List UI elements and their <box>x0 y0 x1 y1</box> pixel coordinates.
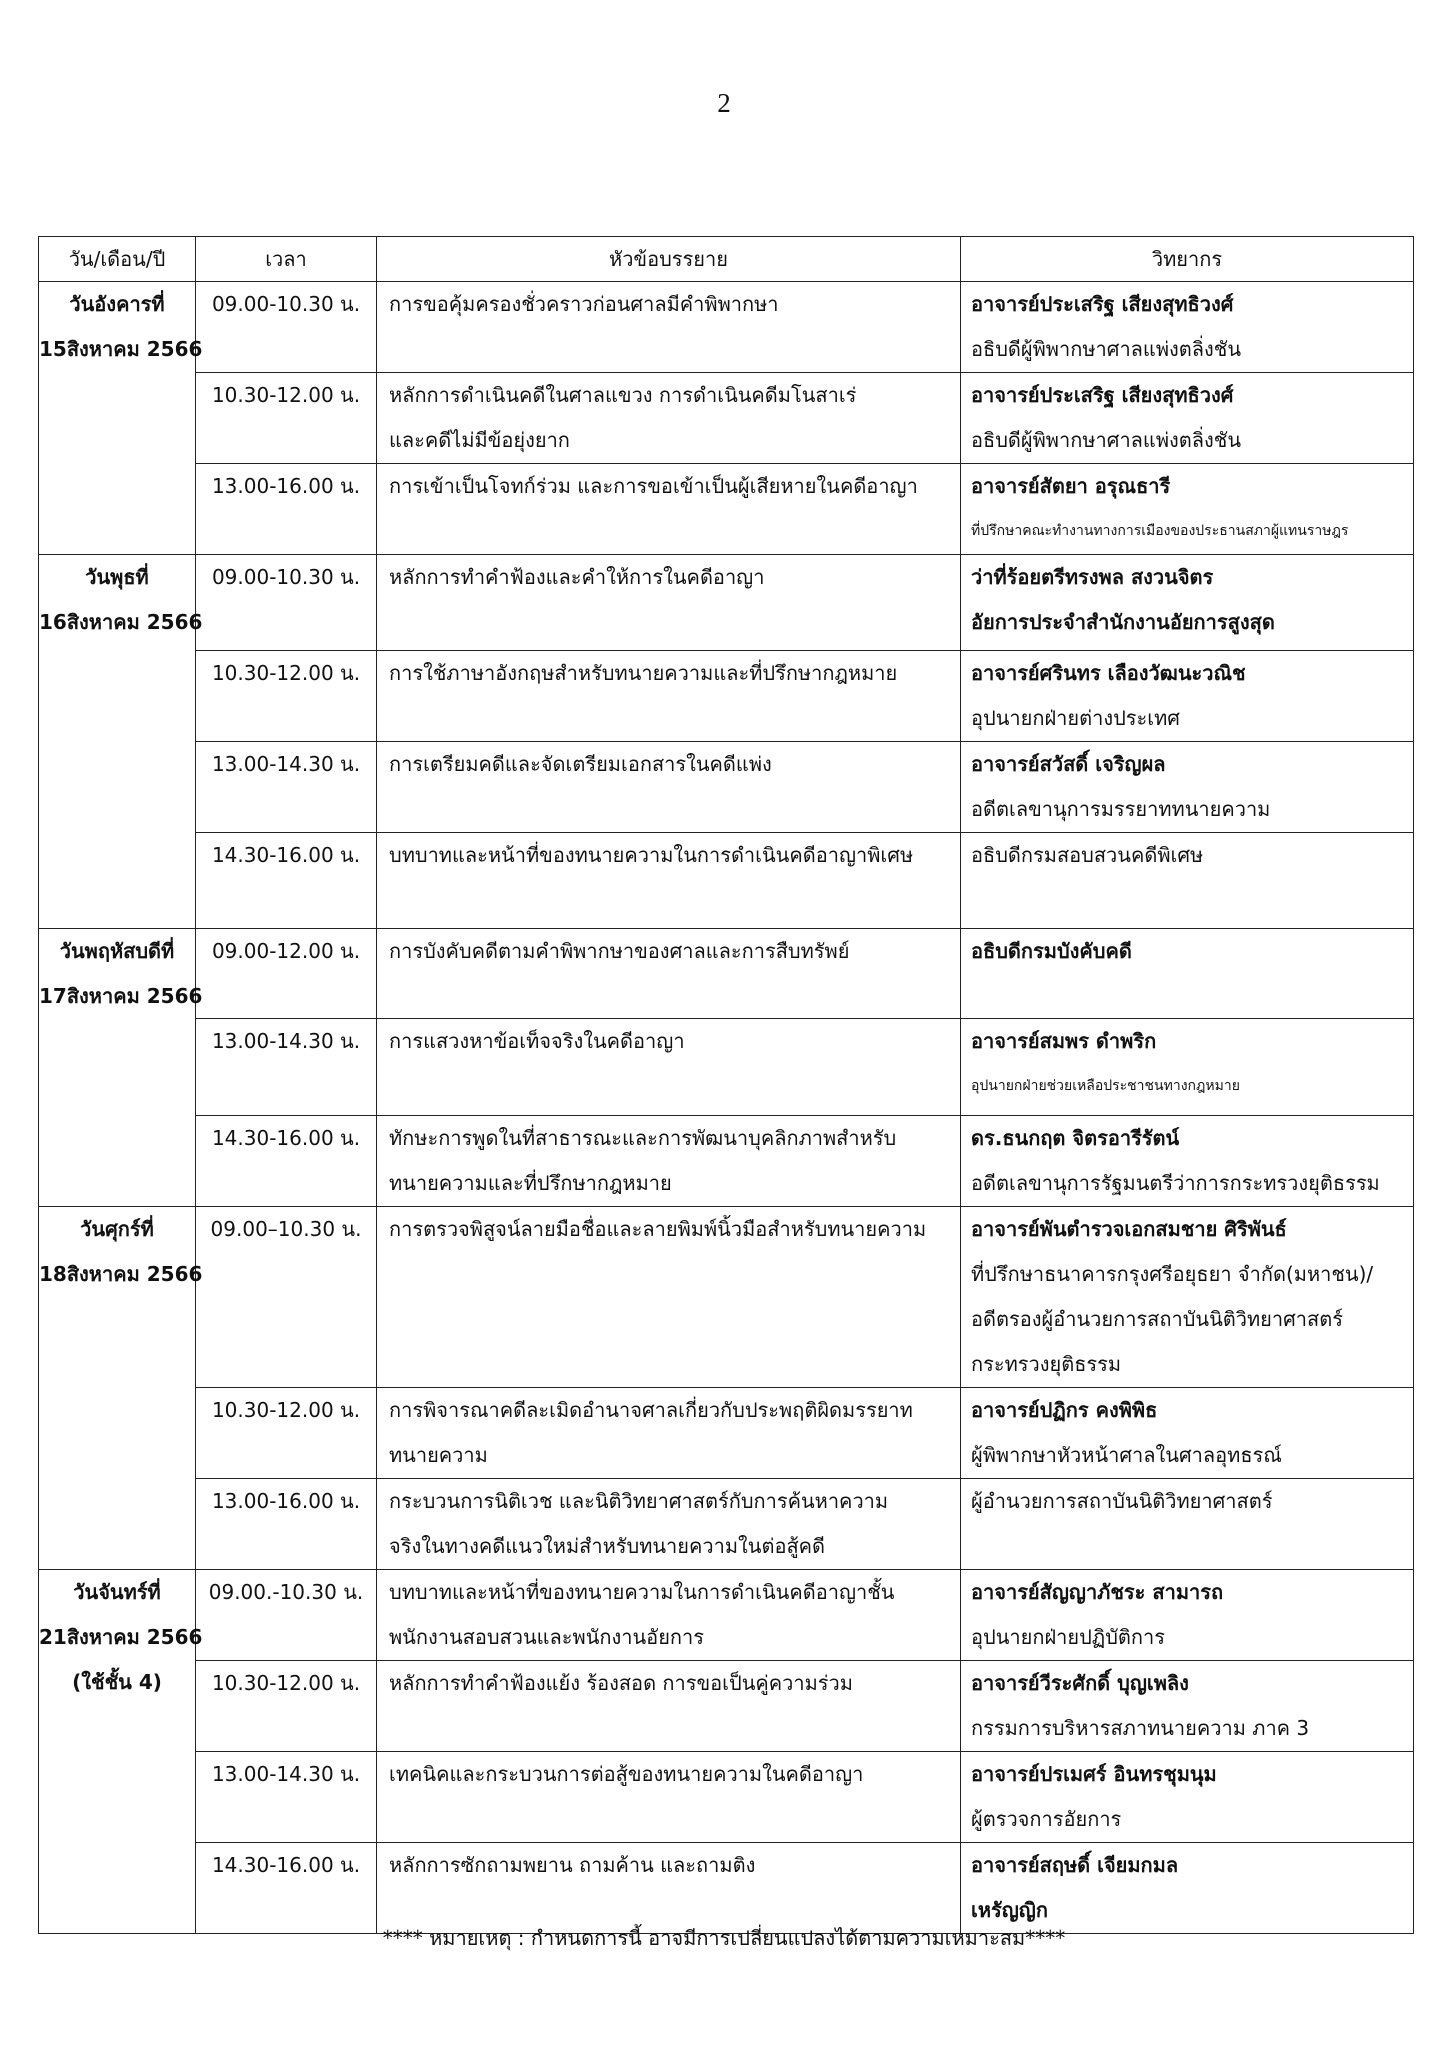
table-row <box>39 1752 1414 1843</box>
lecturer-name: อาจารย์ประเสริฐ เสียงสุทธิวงศ์ <box>971 292 1234 316</box>
date-line: วันศุกร์ที่ <box>80 1217 154 1241</box>
topic-cell <box>377 282 961 373</box>
lecturer-name: อาจารย์ประเสริฐ เสียงสุทธิวงศ์ <box>971 383 1234 407</box>
time-cell: 09.00.-10.30 น. <box>196 1570 377 1661</box>
date-cell <box>39 1570 203 1934</box>
topic-line: บทบาทและหน้าที่ของทนายความในการดำเนินคดีอาญาชั้น <box>389 1580 895 1604</box>
lecturer-name: ว่าที่ร้อยตรีทรงพล สงวนจิตร <box>971 565 1214 589</box>
lecturer-title: อธิบดีกรมสอบสวนคดีพิเศษ <box>971 843 1204 867</box>
lecturer-name: อาจารย์สัญญาภัชระ สามารถ <box>971 1580 1224 1604</box>
table-row <box>39 555 1414 651</box>
page-number: 2 <box>717 88 731 118</box>
lecturer-cell <box>961 1752 1414 1843</box>
date-cell <box>39 555 203 929</box>
topic-cell <box>377 651 961 742</box>
topic-cell <box>377 1116 961 1207</box>
topic-line: หลักการซักถามพยาน ถามค้าน และถามติง <box>389 1853 756 1877</box>
topic-cell <box>377 929 961 1019</box>
date-line: 18สิงหาคม 2566 <box>39 1262 203 1286</box>
header-lecturer: วิทยากร <box>961 237 1414 282</box>
lecturer-cell <box>961 464 1414 555</box>
table-row <box>39 833 1414 929</box>
table-row <box>39 1388 1414 1479</box>
lecturer-name: ดร.ธนกฤต จิตรอารีรัตน์ <box>971 1126 1180 1150</box>
topic-line: การตรวจพิสูจน์ลายมือชื่อและลายพิมพ์นิ้วมือสำหรับทนายความ <box>389 1217 927 1241</box>
topic-cell <box>377 464 961 555</box>
lecturer-name: อาจารย์ปรเมศร์ อินทรชุมนุม <box>971 1762 1217 1786</box>
lecturer-cell <box>961 1570 1414 1661</box>
topic-cell <box>377 833 961 929</box>
table-header-row <box>39 237 1414 282</box>
topic-line: และคดีไม่มีข้อยุ่งยาก <box>389 428 570 452</box>
lecturer-title: ผู้พิพากษาหัวหน้าศาลในศาลอุทธรณ์ <box>971 1443 1282 1467</box>
lecturer-title: กรรมการบริหารสภาทนายความ ภาค 3 <box>971 1716 1310 1740</box>
lecturer-name: อาจารย์วีระศักดิ์ บุญเพลิง <box>971 1671 1189 1695</box>
topic-line: บทบาทและหน้าที่ของทนายความในการดำเนินคดีอาญาพิเศษ <box>389 843 914 867</box>
time-cell: 14.30-16.00 น. <box>196 1843 377 1934</box>
topic-cell <box>377 1388 961 1479</box>
topic-cell <box>377 1479 961 1570</box>
date-cell <box>39 282 203 555</box>
lecturer-title: อธิบดีผู้พิพากษาศาลแพ่งตลิ่งชัน <box>971 337 1242 361</box>
footnote: **** หมายเหตุ : กำหนดการนี้ อาจมีการเปลี่ยนแปลงได้ตามความเหมาะสม**** <box>382 1926 1066 1950</box>
topic-line: ทนายความ <box>389 1443 488 1467</box>
lecturer-name: อาจารย์สวัสดิ์ เจริญผล <box>971 752 1166 776</box>
lecturer-title: อดีตเลขานุการรัฐมนตรีว่าการกระทรวงยุติธรรม <box>971 1171 1380 1195</box>
lecturer-name: อาจารย์พันตำรวจเอกสมชาย ศิริพันธ์ <box>971 1217 1287 1241</box>
topic-line: หลักการดำเนินคดีในศาลแขวง การดำเนินคดีมโนสาเร่ <box>389 383 857 407</box>
table-row <box>39 1207 1414 1388</box>
time-cell: 09.00-10.30 น. <box>196 555 377 651</box>
lecturer-cell <box>961 1207 1414 1388</box>
topic-cell <box>377 1207 961 1388</box>
time-cell: 14.30-16.00 น. <box>196 1116 377 1207</box>
lecturer-title: อดีตเลขานุการมรรยาททนายความ <box>971 797 1271 821</box>
time-cell: 09.00–10.30 น. <box>196 1207 377 1388</box>
topic-cell <box>377 1752 961 1843</box>
topic-line: การเข้าเป็นโจทก์ร่วม และการขอเข้าเป็นผู้เสียหายในคดีอาญา <box>389 474 918 498</box>
lecturer-cell <box>961 1843 1414 1934</box>
date-line: วันพุธที่ <box>85 565 149 589</box>
topic-line: การเตรียมคดีและจัดเตรียมเอกสารในคดีแพ่ง <box>389 752 772 776</box>
lecturer-cell <box>961 651 1414 742</box>
time-cell: 14.30-16.00 น. <box>196 833 377 929</box>
table-row <box>39 1843 1414 1934</box>
date-cell <box>39 929 203 1207</box>
header-topic: หัวข้อบรรยาย <box>377 237 961 282</box>
lecturer-title: ที่ปรึกษาคณะทำงานทางการเมืองของประธานสภาผู้แทนราษฎร <box>971 523 1349 539</box>
topic-line: การใช้ภาษาอังกฤษสำหรับทนายความและที่ปรึกษากฎหมาย <box>389 661 898 685</box>
lecturer-name: อธิบดีกรมบังคับคดี <box>971 939 1132 963</box>
topic-line: การแสวงหาข้อเท็จจริงในคดีอาญา <box>389 1029 685 1053</box>
time-cell: 09.00-10.30 น. <box>196 282 377 373</box>
time-cell: 10.30-12.00 น. <box>196 1661 377 1752</box>
lecturer-title: อดีตรองผู้อำนวยการสถาบันนิติวิทยาศาสตร์ <box>971 1307 1343 1331</box>
date-line: (ใช้ชั้น 4) <box>72 1670 162 1694</box>
topic-cell <box>377 1661 961 1752</box>
topic-line: การพิจารณาคดีละเมิดอำนาจศาลเกี่ยวกับประพฤติผิดมรรยาท <box>389 1398 913 1422</box>
date-line: 15สิงหาคม 2566 <box>39 337 203 361</box>
lecturer-name: อาจารย์ปฏิกร คงพิพิธ <box>971 1398 1158 1422</box>
header-time: เวลา <box>196 237 377 282</box>
lecturer-cell <box>961 833 1414 929</box>
table-row <box>39 1116 1414 1207</box>
date-line: วันอังคารที่ <box>69 292 165 316</box>
lecturer-name: อาจารย์สมพร ดำพริก <box>971 1029 1157 1053</box>
lecturer-cell <box>961 929 1414 1019</box>
time-cell: 13.00-16.00 น. <box>196 464 377 555</box>
time-cell: 10.30-12.00 น. <box>196 1388 377 1479</box>
table-row <box>39 742 1414 833</box>
topic-line: ทักษะการพูดในที่สาธารณะและการพัฒนาบุคลิกภาพสำหรับ <box>389 1126 897 1150</box>
lecturer-title: เหรัญญิก <box>971 1898 1048 1922</box>
time-cell: 13.00-16.00 น. <box>196 1479 377 1570</box>
lecturer-title: อธิบดีผู้พิพากษาศาลแพ่งตลิ่งชัน <box>971 428 1242 452</box>
lecturer-title: ที่ปรึกษาธนาคารกรุงศรีอยุธยา จำกัด(มหาชน)/ <box>971 1262 1374 1286</box>
lecturer-name: อาจารย์ศรินทร เลืองวัฒนะวณิช <box>971 661 1246 685</box>
lecturer-title: อุปนายกฝ่ายปฏิบัติการ <box>971 1625 1165 1649</box>
date-line: 17สิงหาคม 2566 <box>39 984 203 1008</box>
table-row <box>39 651 1414 742</box>
topic-cell <box>377 1570 961 1661</box>
lecturer-name: อาจารย์สฤษดิ์ เจียมกมล <box>971 1853 1179 1877</box>
lecturer-cell <box>961 1019 1414 1116</box>
topic-line: การขอคุ้มครองชั่วคราวก่อนศาลมีคำพิพากษา <box>389 292 779 316</box>
lecturer-title: ผู้ตรวจการอัยการ <box>971 1807 1122 1831</box>
lecturer-cell <box>961 282 1414 373</box>
table-row <box>39 1479 1414 1570</box>
topic-line: การบังคับคดีตามคำพิพากษาของศาลและการสืบทรัพย์ <box>389 939 850 963</box>
time-cell: 10.30-12.00 น. <box>196 651 377 742</box>
table-row <box>39 464 1414 555</box>
lecturer-cell <box>961 373 1414 464</box>
topic-line: พนักงานสอบสวนและพนักงานอัยการ <box>389 1625 704 1649</box>
lecturer-cell <box>961 1116 1414 1207</box>
date-line: 21สิงหาคม 2566 <box>39 1625 203 1649</box>
date-line: วันพฤหัสบดีที่ <box>59 939 175 963</box>
date-line: วันจันทร์ที่ <box>73 1580 161 1604</box>
lecturer-cell <box>961 555 1414 651</box>
table-row <box>39 1019 1414 1116</box>
time-cell: 13.00-14.30 น. <box>196 1019 377 1116</box>
time-cell: 09.00-12.00 น. <box>196 929 377 1019</box>
lecturer-cell <box>961 1661 1414 1752</box>
table-row <box>39 1661 1414 1752</box>
topic-cell <box>377 742 961 833</box>
topic-cell <box>377 555 961 651</box>
date-cell <box>39 1207 203 1570</box>
topic-line: หลักการทำคำฟ้องแย้ง ร้องสอด การขอเป็นคู่ความร่วม <box>389 1671 853 1695</box>
date-line: 16สิงหาคม 2566 <box>39 610 203 634</box>
table-row <box>39 282 1414 373</box>
lecturer-title: อุปนายกฝ่ายต่างประเทศ <box>971 706 1180 730</box>
lecturer-title: อัยการประจำสำนักงานอัยการสูงสุด <box>971 610 1275 634</box>
header-date: วัน/เดือน/ปี <box>39 237 196 282</box>
table-row <box>39 1570 1414 1661</box>
table-row <box>39 373 1414 464</box>
topic-line: หลักการทำคำฟ้องและคำให้การในคดีอาญา <box>389 565 765 589</box>
schedule-body <box>39 282 1414 1934</box>
topic-line: ทนายความและที่ปรึกษากฎหมาย <box>389 1171 672 1195</box>
topic-line: จริงในทางคดีแนวใหม่สำหรับทนายความในต่อสู้คดี <box>389 1534 826 1558</box>
topic-line: เทคนิคและกระบวนการต่อสู้ของทนายความในคดีอาญา <box>389 1762 864 1786</box>
topic-cell <box>377 1019 961 1116</box>
table-row <box>39 929 1414 1019</box>
lecturer-cell <box>961 1479 1414 1570</box>
lecturer-title: ผู้อำนวยการสถาบันนิติวิทยาศาสตร์ <box>971 1489 1273 1513</box>
lecturer-cell <box>961 1388 1414 1479</box>
lecturer-name: อาจารย์สัตยา อรุณธารี <box>971 474 1171 498</box>
topic-cell <box>377 1843 961 1934</box>
schedule-table <box>38 236 1414 1934</box>
lecturer-title: กระทรวงยุติธรรม <box>971 1352 1122 1376</box>
topic-line: กระบวนการนิติเวช และนิติวิทยาศาสตร์กับการค้นหาความ <box>389 1489 889 1513</box>
time-cell: 10.30-12.00 น. <box>196 373 377 464</box>
topic-cell <box>377 373 961 464</box>
lecturer-cell <box>961 742 1414 833</box>
time-cell: 13.00-14.30 น. <box>196 742 377 833</box>
lecturer-title: อุปนายกฝ่ายช่วยเหลือประชาชนทางกฎหมาย <box>971 1078 1240 1094</box>
time-cell: 13.00-14.30 น. <box>196 1752 377 1843</box>
